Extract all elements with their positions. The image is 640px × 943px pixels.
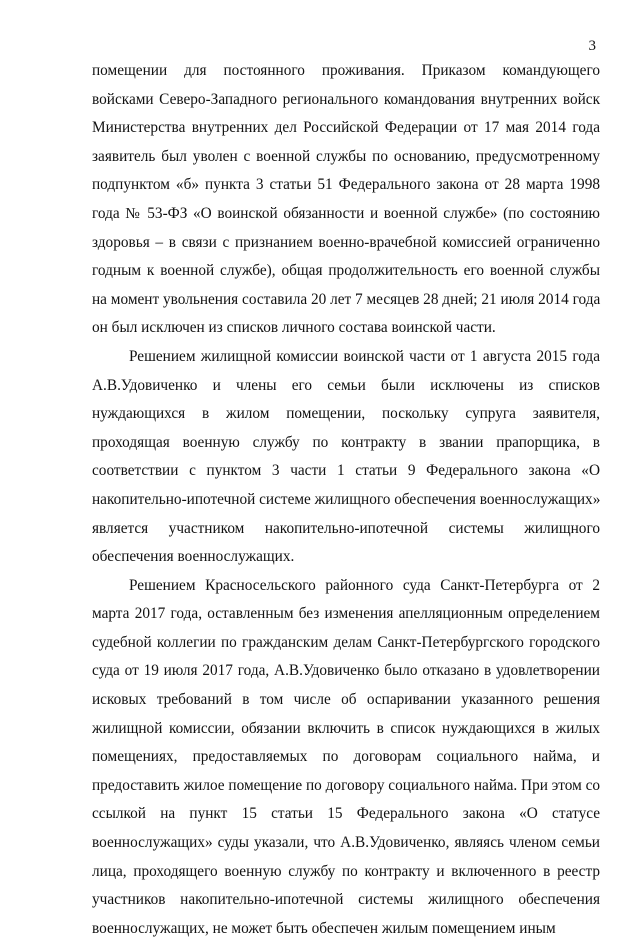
text-line: судебной коллегии по гражданским делам Санкт-Петербургского городского: [92, 633, 600, 651]
text-line: проходящая военную службу по контракту в звании прапорщика, в: [92, 433, 600, 451]
page-number: 3: [588, 38, 596, 54]
text-line: нуждающихся в жилом помещении, поскольку супруга заявителя,: [92, 405, 600, 423]
text-line: суда от 19 июля 2017 года, А.В.Удовиченко было отказано в удовлетворении: [92, 662, 600, 680]
text-line: на момент увольнения составила 20 лет 7 месяцев 28 дней; 21 июля 2014 года: [92, 290, 601, 308]
text-line: здоровья – в связи с признанием военно-врачебной комиссией ограниченно: [92, 233, 600, 251]
paragraph: [92, 57, 600, 343]
text-line: военнослужащих, не может быть обеспечен жилым помещением иным: [92, 919, 556, 937]
text-line: соответствии с пунктом 3 части 1 статьи 9 Федерального закона «О: [92, 462, 600, 480]
paragraph: [92, 572, 600, 943]
text-line: Министерства внутренних дел Российской Федерации от 17 мая 2014 года: [92, 119, 600, 137]
text-line: военнослужащих» суды указали, что А.В.Удовиченко, являясь членом семьи: [92, 834, 600, 852]
text-line: исковых требований в том числе об оспаривании указанного решения: [92, 691, 600, 709]
paragraph: [92, 343, 600, 572]
text-line: Решением жилищной комиссии воинской части от 1 августа 2015 года: [129, 347, 600, 365]
text-line: является участником накопительно-ипотечной системы жилищного: [92, 519, 600, 537]
text-line: помещениях, предоставляемых по договорам социального найма, и: [92, 748, 600, 766]
text-line: А.В.Удовиченко и члены его семьи были исключены из списков: [92, 376, 600, 394]
text-line: заявитель был уволен с военной службы по основанию, предусмотренному: [92, 147, 600, 165]
text-line: Решением Красносельского районного суда Санкт-Петербурга от 2: [129, 576, 600, 594]
text-line: предоставить жилое помещение по договору социального найма. При этом со: [92, 776, 601, 794]
text-line: помещении для постоянного проживания. Приказом командующего: [92, 62, 600, 79]
text-line: обеспечения военнослужащих.: [92, 548, 295, 566]
text-line: годным к военной службе), общая продолжительность его военной службы: [92, 262, 600, 280]
document-body: [92, 57, 600, 943]
text-line: накопительно-ипотечной системе жилищного обеспечения военнослужащих»: [92, 490, 601, 508]
text-line: ссылкой на пункт 15 статьи 15 Федерального закона «О статусе: [92, 805, 600, 823]
text-line: подпунктом «б» пункта 3 статьи 51 Федерального закона от 28 марта 1998: [92, 176, 600, 194]
text-line: он был исключен из списков личного состава воинской части.: [92, 319, 496, 337]
text-line: участников накопительно-ипотечной системы жилищного обеспечения: [92, 891, 600, 909]
text-line: марта 2017 года, оставленным без изменения апелляционным определением: [92, 605, 600, 623]
text-line: лица, проходящего военную службу по контракту и включенного в реестр: [92, 862, 600, 880]
text-line: года № 53-ФЗ «О воинской обязанности и военной службе» (по состоянию: [92, 204, 600, 222]
text-line: жилищной комиссии, обязании включить в список нуждающихся в жилых: [92, 719, 600, 737]
text-line: войсками Северо-Западного регионального командования внутренних войск: [92, 90, 600, 108]
